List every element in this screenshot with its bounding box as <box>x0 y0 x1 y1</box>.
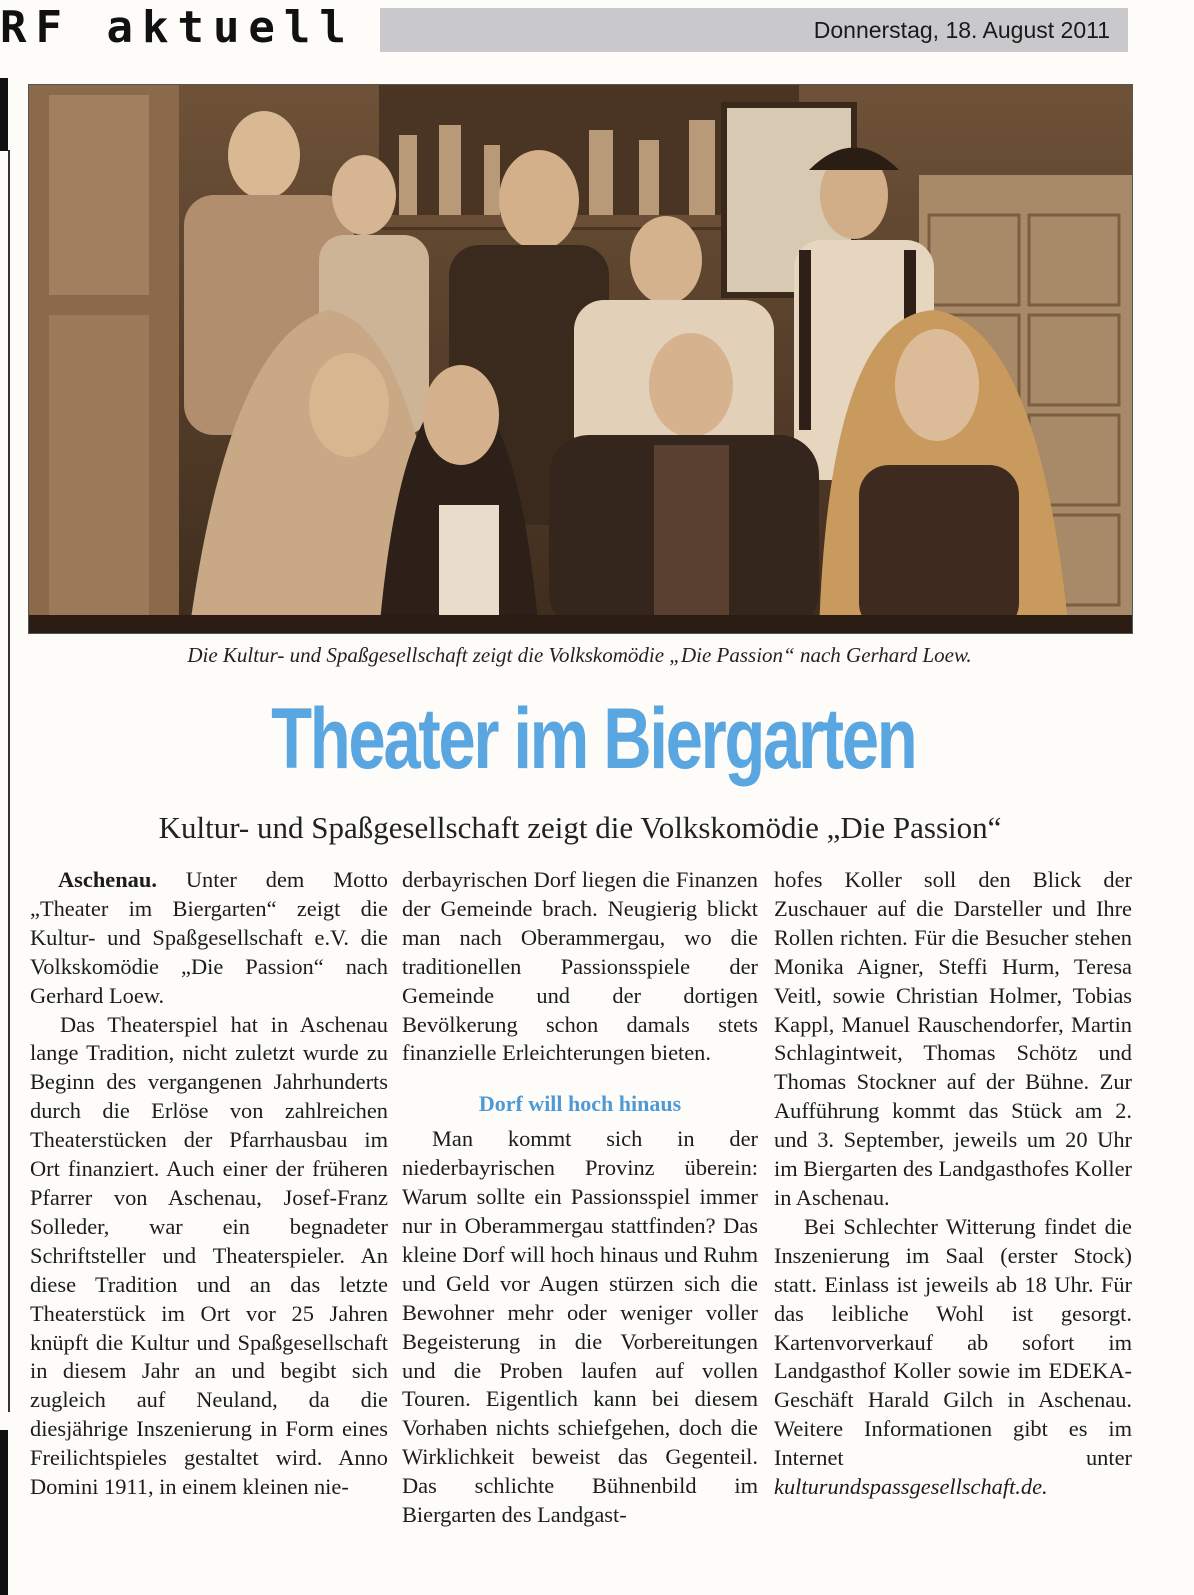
article-subheading: Dorf will hoch hinaus <box>478 1091 682 1117</box>
article-column-1 <box>30 866 388 1502</box>
article-column-2 <box>402 866 758 1530</box>
article-paragraph: Man kommt sich in der niederbayrischen Provinz überein: Warum sollte ein Passionsspiel immer nur in Oberammergau stattfinden? Das kleine Dorf will hoch hinaus und Ruhm und Geld vor Augen stürzen sich die Bewohner mehr oder weniger voller Begeisterung in die Vorbereitungen und die Proben laufen auf vollen Touren. Eigentlich kann bei diesem Vorhaben nichts schiefgehen, doch die Wirklichkeit beweist das Gegenteil. Das schlichte Bühnenbild im Biergarten des Landgast- <box>402 1126 758 1528</box>
page-edge-rule <box>8 150 10 1412</box>
article-column-3 <box>774 866 1132 1502</box>
page-edge-bar <box>0 78 8 151</box>
article-paragraph: derbayrischen Dorf liegen die Finanzen der Gemeinde brach. Neugierig blickt man nach Oberammergau, wo die traditionellen Passionsspiele der Gemeinde und der dortigen Bevölkerung schon damals stets finanzielle Erleichterungen bieten. <box>402 867 758 1066</box>
subheadline: Kultur- und Spaßgesellschaft zeigt die Volkskomödie „Die Passion“ <box>158 810 1002 845</box>
website-link[interactable]: kulturundspassgesellschaft.de. <box>774 1474 1048 1500</box>
article-paragraph <box>774 1213 1132 1502</box>
page-edge-bar <box>0 1430 8 1595</box>
sepia-group-photo-illustration <box>29 85 1132 633</box>
article-paragraph <box>30 866 388 1011</box>
section-title: RF aktuell <box>0 2 355 53</box>
paragraph-text: Unter dem Motto „Theater im Biergarten“ zeigt die Kultur- und Spaßgesellschaft e.V. die Volkskomödie „Die Passion“ nach Gerhard Loew. <box>30 867 388 1008</box>
article-paragraph: hofes Koller soll den Blick der Zuschauer auf die Darsteller und Ihre Rollen richten. Für die Besucher stehen Monika Aigner, Steffi Hurm, Teresa Veitl, sowie Christian Holmer, Tobias Kappl, Manuel Rauschendorfer, Martin Schlagintweit, Thomas Schötz und Thomas Stockner auf der Bühne. Zur Aufführung kommt das Stück am 2. und 3. September, jeweils um 20 Uhr im Biergarten des Landgasthofes Koller in Aschenau. <box>774 867 1132 1210</box>
paragraph-text: Bei Schlechter Witterung findet die Inszenierung im Saal (erster Stock) statt. Einlass ist jeweils ab 18 Uhr. Für das leibliche Wohl ist gesorgt. Kartenvorverkauf ab sofort im Landgasthof Koller sowie im EDEKA-Geschäft Harald Gilch in Aschenau. Weitere Informationen gibt es im Internet unter <box>774 1213 1132 1471</box>
photo-caption: Die Kultur- und Spaßgesellschaft zeigt die Volkskomödie „Die Passion“ nach Gerhard Loew. <box>187 643 972 667</box>
dateline: Aschenau. <box>58 867 157 892</box>
date-bar <box>380 8 1128 52</box>
headline: Theater im Biergarten <box>271 691 916 787</box>
issue-date: Donnerstag, 18. August 2011 <box>813 17 1110 43</box>
article-paragraph: Das Theaterspiel hat in Aschenau lange Tradition, nicht zuletzt wurde zu Beginn des vergangenen Jahrhunderts durch die Erlöse von zahlreichen Theaterstücken der Pfarrhausbau im Ort finanziert. Auch einer der früheren Pfarrer von Aschenau, Josef-Franz Solleder, war ein begnadeter Schriftsteller und Theaterspieler. An diese Tradition und an das letzte Theaterstück im Ort vor 25 Jahren knüpft die Kultur und Spaßgesellschaft in diesem Jahr an und begibt sich zugleich auf Neuland, da die diesjährige Inszenierung in Form eines Freilichtspieles gestaltet wird. Anno Domini 1911, in einem kleinen nie- <box>30 1011 388 1500</box>
group-photo <box>28 84 1133 634</box>
